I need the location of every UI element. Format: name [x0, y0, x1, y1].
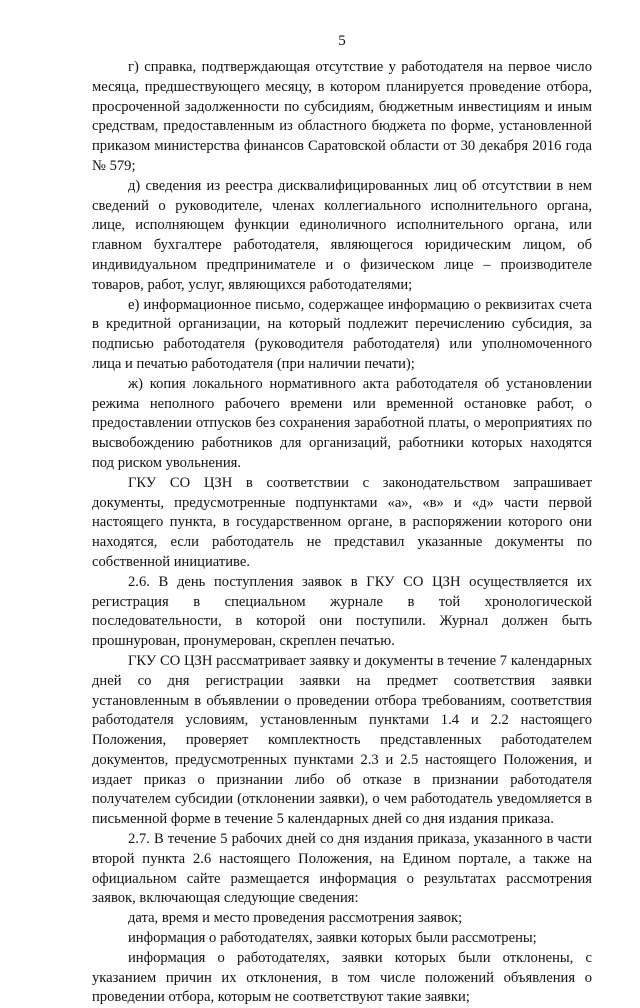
paragraph-d-disqualified-registry: д) сведения из реестра дисквалифицированных лиц об отсутствии в нем сведений о руководителе, членах коллегиального исполнительного органа, лице, исполняющем функции единоличного исполнительного органа, или главном бухгалтере работодателя, являющегося юридическим лицом, об индивидуальном предпринимателе и о физическом лице – производителе товаров, работ, услуг, являющихся работодателями;: [92, 177, 592, 293]
paragraph-e-info-letter: е) информационное письмо, содержащее информацию о реквизитах счета в кредитной организации, на который подлежит перечислению субсидия, за подписью работодателя (руководителя работодателя) или уполномоченного лица и печатью работодателя (при наличии печати);: [92, 296, 592, 372]
paragraph-2-7-publication: 2.7. В течение 5 рабочих дней со дня издания приказа, указанного в части второй пункта 2.6 настоящего Положения, на Едином портале, а также на официальном сайте размещается информация о результатах рассмотрения заявок, включающая следующие сведения:: [92, 831, 592, 907]
paragraph-zh-local-act: ж) копия локального нормативного акта работодателя об установлении режима неполного рабочего времени или временной остановке работ, о предоставлении отпусков без сохранения заработной платы, о мероприятиях по высвобождению работников для организаций, работники которых находятся под риском увольнения.: [92, 375, 592, 471]
paragraph-g-certificate: г) справка, подтверждающая отсутствие у работодателя на первое число месяца, предшествующего месяцу, в котором планируется проведение отбора, просроченной задолженности по субсидиям, бюджетным инвестициям и иным средствам, предоставленным из областного бюджета по форме, установленной приказом министерства финансов Саратовской области от 30 декабря 2016 года № 579;: [92, 59, 592, 174]
list-item-rejected-employers: информация о работодателях, заявки которых были отклонены, с указанием причин их отклонения, в том числе положений объявления о проведении отбора, которым не соответствуют такие заявки;: [92, 949, 592, 1006]
paragraph-2-6-registration: 2.6. В день поступления заявок в ГКУ СО ЦЗН осуществляется их регистрация в специальном журнале в той хронологической последовательности, в которой они поступили. Журнал должен быть прошнурован, пронумерован, скреплен печатью.: [92, 573, 592, 650]
list-item-reviewed-employers: информация о работодателях, заявки которых были рассмотрены;: [128, 930, 537, 947]
paragraph-gku-review: ГКУ СО ЦЗН рассматривает заявку и документы в течение 7 календарных дней со дня регистрации заявки на предмет соответствия заявки установленным в объявлении о проведении отбора требованиям, соответствия работодателя условиям, установленным пунктами 1.4 и 2.2 настоящего Положения, проверяет комплектность представленных работодателем документов, предусмотренных пунктами 2.3 и 2.5 настоящего Положения, и издает приказ о признании либо об отказе в признании работодателя получателем субсидии (отклонении заявки), о чем работодатель уведомляется в письменной форме в течение 5 календарных дней со дня издания приказа.: [92, 652, 592, 828]
page-number: 5: [338, 33, 346, 49]
paragraph-gku-requests: ГКУ СО ЦЗН в соответствии с законодательством запрашивает документы, предусмотренные подпунктами «а», «в» и «д» части первой настоящего пункта, в государственном органе, в распоряжении которого они находятся, если работодатель не представил указанные документы по собственной инициативе.: [92, 474, 592, 570]
list-item-date-time-place: дата, время и место проведения рассмотрения заявок;: [128, 910, 463, 927]
